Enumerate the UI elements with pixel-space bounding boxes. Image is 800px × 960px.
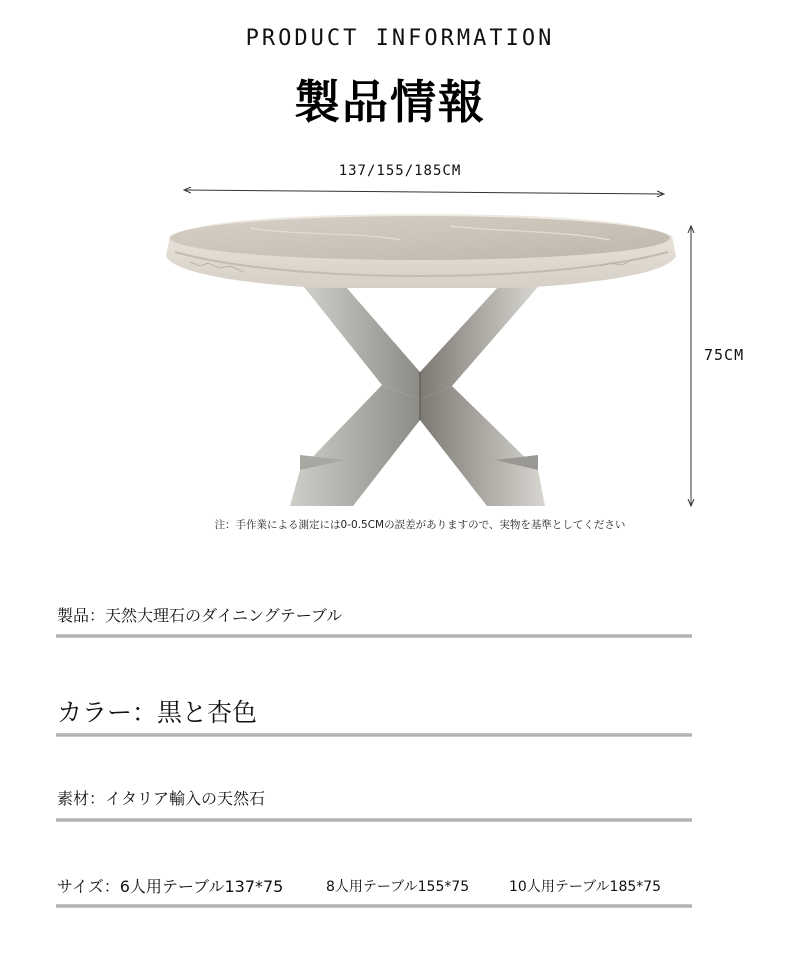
spec-product: 製品：天然大理石のダイニングテーブル: [57, 606, 343, 625]
width-arrow: [184, 190, 664, 194]
page-title: 製品情報: [294, 75, 486, 129]
spec-size-8: 8人用テーブル155*75: [326, 879, 470, 895]
marble-table-top: [166, 214, 676, 288]
table-base: [290, 287, 545, 506]
spec-color: カラー：黒と杏色: [57, 698, 258, 727]
divider: [56, 733, 692, 737]
measurement-note: 注：手作業による測定には0-0.5CMの誤差がありますので、実物を基準としてください: [214, 519, 626, 531]
spec-size-10: 10人用テーブル185*75: [509, 879, 662, 895]
height-dimension-label: 75CM: [704, 346, 745, 364]
divider: [56, 818, 692, 822]
divider: [56, 904, 692, 908]
width-dimension-label: 137/155/185CM: [338, 163, 462, 179]
spec-size-6: サイズ：6人用テーブル137*75: [57, 877, 284, 896]
product-information-title: PRODUCT INFORMATION: [245, 26, 555, 51]
divider: [56, 634, 692, 638]
spec-material: 素材：イタリア輸入の天然石: [57, 789, 266, 808]
